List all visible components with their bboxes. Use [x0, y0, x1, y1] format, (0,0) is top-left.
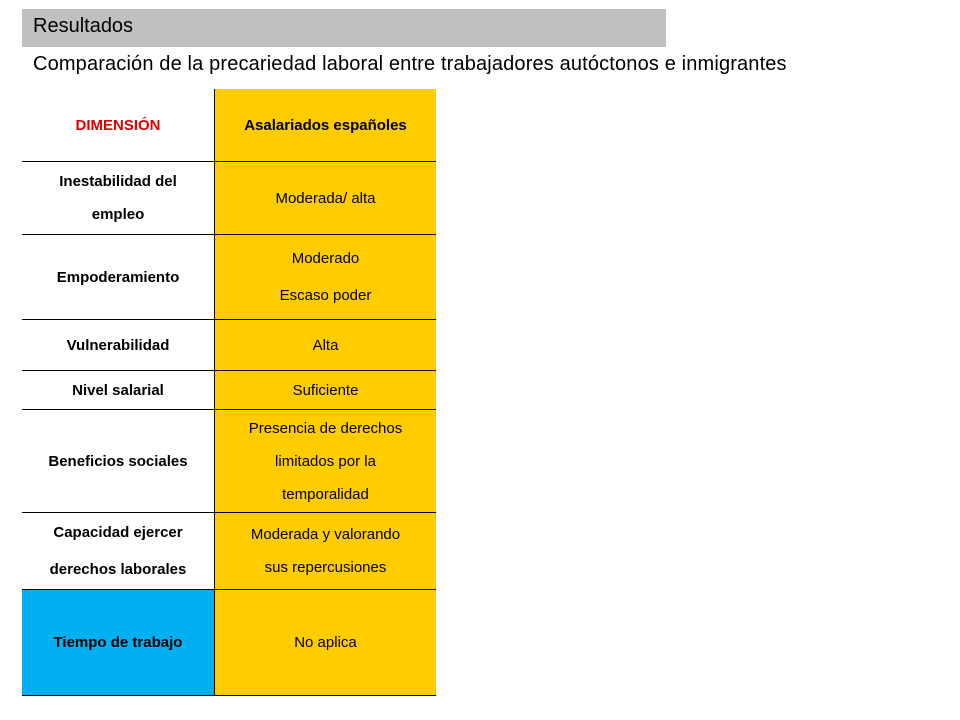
value-text: Presencia de derechos [248, 419, 403, 437]
dimension-text: Capacidad ejercer [53, 524, 183, 541]
table-bottom-border [22, 695, 436, 696]
value-cell [214, 513, 436, 590]
dimension-text: Empoderamiento [56, 268, 180, 286]
value-cell [214, 371, 436, 410]
table-row [22, 513, 436, 590]
table-row [22, 410, 436, 513]
section-title-bar [22, 9, 666, 47]
value-text: Alta [312, 336, 339, 354]
dimension-cell [22, 410, 214, 513]
value-text: No aplica [294, 634, 357, 651]
dimension-cell [22, 235, 214, 320]
value-text: temporalidad [282, 485, 369, 503]
table-row [22, 590, 436, 696]
dimension-text: Tiempo de trabajo [53, 634, 183, 651]
dimension-text: Inestabilidad del [59, 173, 177, 190]
value-text: sus repercusiones [264, 559, 387, 576]
value-text: Moderado [291, 250, 360, 267]
dimension-text: Beneficios sociales [48, 452, 188, 470]
value-text: limitados por la [275, 452, 376, 470]
value-text: Moderada y valorando [250, 526, 401, 543]
dimension-cell [22, 513, 214, 590]
value-cell [214, 590, 436, 696]
dimension-cell [22, 320, 214, 371]
table-header-row [22, 89, 436, 162]
table-row [22, 235, 436, 320]
value-cell [214, 320, 436, 371]
header-spanish-employees [214, 89, 436, 162]
value-text: Suficiente [292, 381, 359, 399]
header-dimension-label: DIMENSIÓN [75, 116, 161, 134]
value-text: Escaso poder [279, 287, 372, 304]
slide-subtitle: Comparación de la precariedad laboral entre trabajadores autóctonos e inmigrantes [33, 53, 787, 75]
dimension-text: Nivel salarial [72, 381, 164, 399]
dimension-text: empleo [91, 206, 145, 223]
section-title: Resultados [33, 15, 134, 37]
dimension-cell-highlighted [22, 590, 214, 696]
value-text: Moderada/ alta [275, 189, 376, 207]
value-cell [214, 162, 436, 235]
dimension-cell [22, 162, 214, 235]
header-dimension [22, 89, 214, 162]
table-row [22, 162, 436, 235]
dimension-text: Vulnerabilidad [66, 336, 170, 354]
table-row [22, 320, 436, 371]
dimension-cell [22, 371, 214, 410]
dimension-text: derechos laborales [49, 561, 187, 578]
value-cell [214, 235, 436, 320]
table-row [22, 371, 436, 410]
header-spanish-employees-label: Asalariados españoles [244, 116, 407, 134]
value-cell [214, 410, 436, 513]
